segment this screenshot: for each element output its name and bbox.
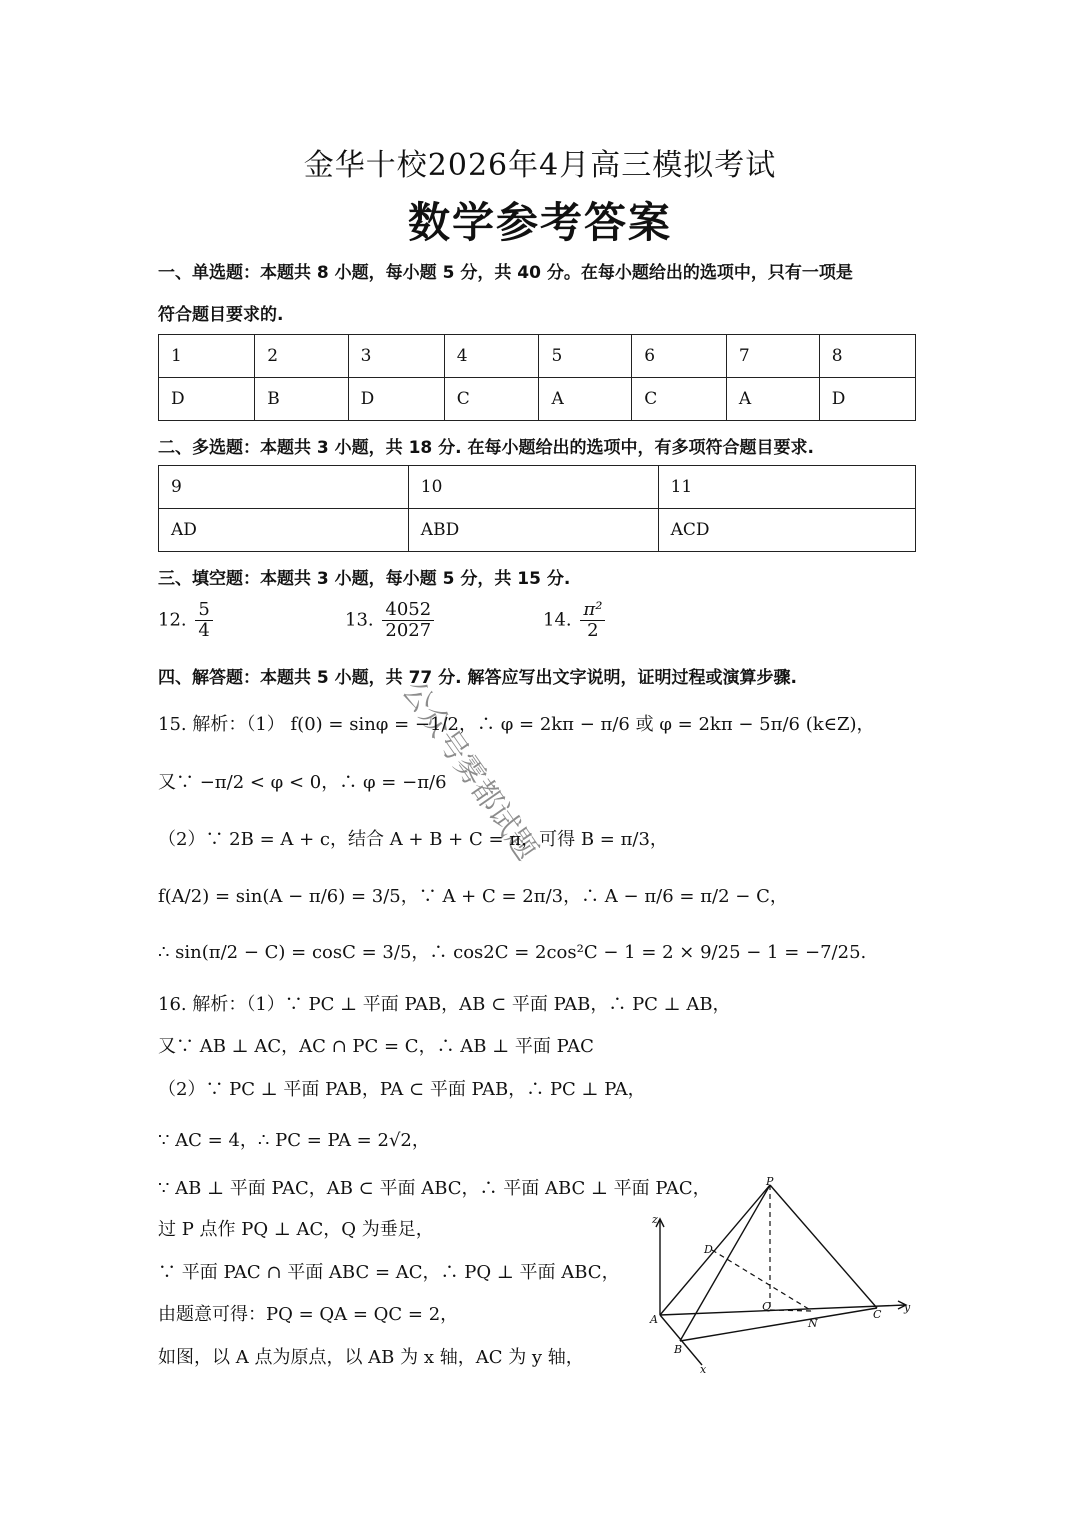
- fraction: [580, 600, 605, 641]
- table-cell: 6: [632, 335, 727, 378]
- table-row: [159, 335, 916, 378]
- q15-line-5: ∴ sin(π/2 − C) = cosC = 3/5，∴ cos2C = 2cos²C − 1 = 2 × 9/25 − 1 = −7/25.: [158, 942, 867, 963]
- table-cell: 11: [658, 466, 915, 509]
- table-cell: D: [159, 378, 255, 421]
- table-row: [159, 378, 916, 421]
- table-cell: 3: [348, 335, 444, 378]
- table-cell: 8: [819, 335, 915, 378]
- label-D: D: [704, 1243, 713, 1256]
- exam-title: 金华十校2026年4月高三模拟考试: [303, 148, 777, 183]
- answer-12: [158, 600, 216, 641]
- label-N: N: [808, 1317, 818, 1330]
- section1-heading-line1: 一、单选题：本题共 8 小题，每小题 5 分，共 40 分。在每小题给出的选项中，只有一项是: [158, 263, 853, 283]
- question-number: 12.: [158, 609, 187, 631]
- label-C: C: [873, 1308, 882, 1321]
- table-cell: 1: [159, 335, 255, 378]
- label-P: P: [766, 1175, 774, 1188]
- question-number: 13.: [345, 609, 374, 631]
- watermark: 公众号雾都试题: [394, 674, 544, 867]
- label-A: A: [650, 1313, 658, 1326]
- numerator: 4052: [382, 600, 434, 621]
- table-cell: B: [255, 378, 348, 421]
- table-row: [159, 509, 916, 552]
- table-cell: 9: [159, 466, 409, 509]
- table-cell: D: [819, 378, 915, 421]
- q16-line-6: 过 P 点作 PQ ⊥ AC，Q 为垂足，: [158, 1219, 434, 1240]
- table-cell: AD: [159, 509, 409, 552]
- q16-line-2: 又∵ AB ⊥ AC，AC ∩ PC = C，∴ AB ⊥ 平面 PAC: [158, 1036, 594, 1057]
- q15-line-1: 15. 解析：（1） f(0) = sinφ = −1/2，∴ φ = 2kπ − π/6 或 φ = 2kπ − 5π/6 (k∈Z)，: [158, 714, 875, 735]
- label-x: x: [700, 1363, 707, 1375]
- label-Q: Q: [762, 1300, 772, 1313]
- label-y: y: [904, 1301, 911, 1314]
- multi-choice-answer-table: [158, 465, 916, 552]
- section2-heading: 二、多选题：本题共 3 小题，共 18 分. 在每小题给出的选项中，有多项符合题目要求.: [158, 438, 814, 458]
- numerator: π²: [580, 600, 605, 621]
- label-B: B: [674, 1343, 683, 1356]
- single-choice-answer-table: [158, 334, 916, 421]
- answer-14: [543, 600, 608, 641]
- denominator: 2027: [385, 620, 432, 641]
- question-number: 14.: [543, 609, 572, 631]
- q16-line-3: （2）∵ PC ⊥ 平面 PAB，PA ⊂ 平面 PAB，∴ PC ⊥ PA，: [158, 1079, 646, 1100]
- section3-heading: 三、填空题：本题共 3 小题，每小题 5 分，共 15 分.: [158, 569, 571, 589]
- edge-PB: [680, 1185, 770, 1341]
- q16-line-1: 16. 解析：（1）∵ PC ⊥ 平面 PAB，AB ⊂ 平面 PAB，∴ PC ⊥ AB，: [158, 994, 731, 1015]
- q16-line-9: 如图，以 A 点为原点，以 AB 为 x 轴，AC 为 y 轴，: [158, 1347, 584, 1368]
- q16-line-5: ∵ AB ⊥ 平面 PAC，AB ⊂ 平面 ABC，∴ 平面 ABC ⊥ 平面 PAC，: [158, 1178, 711, 1199]
- denominator: 4: [198, 620, 210, 641]
- table-cell: 7: [726, 335, 819, 378]
- q16-line-4: ∵ AC = 4，∴ PC = PA = 2√2，: [158, 1130, 430, 1151]
- q15-line-3: （2）∵ 2B = A + c，结合 A + B + C = π，可得 B = π/3，: [158, 829, 668, 850]
- fraction: [382, 600, 434, 641]
- table-cell: D: [348, 378, 444, 421]
- table-cell: A: [539, 378, 632, 421]
- answer-key-title: 数学参考答案: [407, 198, 672, 247]
- fraction: [195, 600, 212, 641]
- label-z: z: [652, 1213, 658, 1226]
- numerator: 5: [195, 600, 212, 621]
- table-cell: ACD: [658, 509, 915, 552]
- edge-PC: [770, 1185, 877, 1308]
- table-cell: ABD: [408, 509, 658, 552]
- table-row: [159, 466, 916, 509]
- table-cell: A: [726, 378, 819, 421]
- section4-heading: 四、解答题：本题共 5 小题，共 77 分. 解答应写出文字说明，证明过程或演算步骤.: [158, 668, 797, 688]
- table-cell: 5: [539, 335, 632, 378]
- answer-13: [345, 600, 437, 641]
- table-cell: 10: [408, 466, 658, 509]
- q15-line-4: f(A/2) = sin(A − π/6) = 3/5，∵ A + C = 2π/3，∴ A − π/6 = π/2 − C，: [158, 886, 788, 907]
- table-cell: 4: [444, 335, 539, 378]
- table-cell: C: [444, 378, 539, 421]
- pyramid-diagram: [640, 1175, 930, 1375]
- q15-line-2: 又∵ −π/2 < φ < 0，∴ φ = −π/6: [158, 772, 447, 793]
- section1-heading-line2: 符合题目要求的.: [158, 305, 284, 325]
- edge-PA: [660, 1185, 770, 1315]
- table-cell: C: [632, 378, 727, 421]
- q16-line-8: 由题意可得：PQ = QA = QC = 2，: [158, 1304, 459, 1325]
- table-cell: 2: [255, 335, 348, 378]
- denominator: 2: [587, 620, 599, 641]
- q16-line-7: ∵ 平面 PAC ∩ 平面 ABC = AC，∴ PQ ⊥ 平面 ABC，: [158, 1262, 620, 1283]
